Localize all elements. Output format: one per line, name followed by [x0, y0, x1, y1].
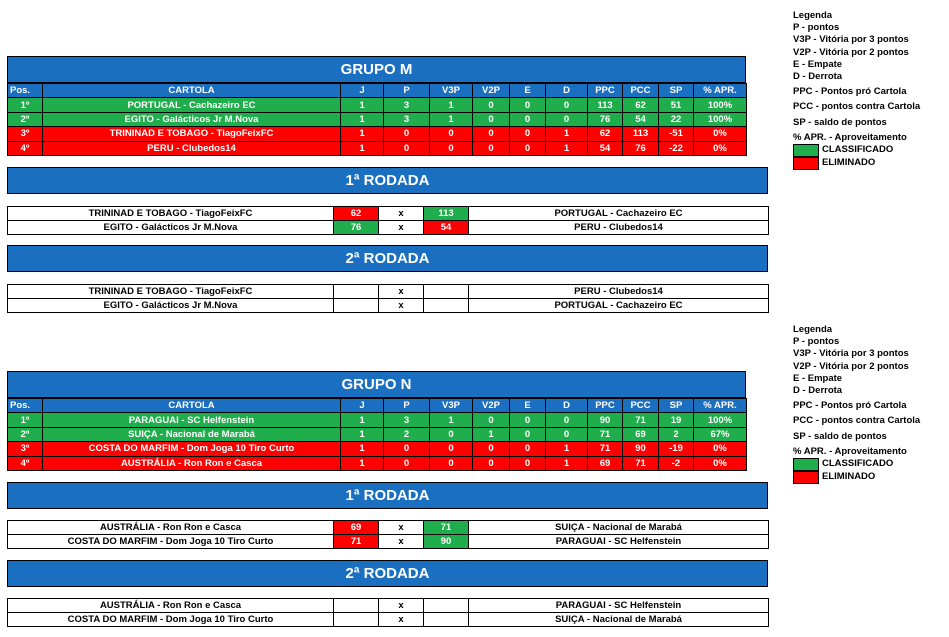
match-row [8, 521, 769, 535]
cell-ppc: 76 [588, 112, 623, 126]
match-away: PERU - Clubedos14 [469, 221, 769, 235]
cell-sp: 2 [659, 427, 694, 441]
cell-e: 0 [510, 127, 546, 141]
header-pcc: PCC [623, 399, 659, 413]
header-p: P [384, 84, 430, 98]
match-away-score [424, 285, 469, 299]
header-j: J [341, 84, 384, 98]
group-title [7, 371, 746, 398]
eliminated-label: ELIMINADO [822, 471, 876, 483]
cell-ppc: 113 [588, 98, 623, 112]
match-home: EGITO - Galácticos Jr M.Nova [8, 299, 334, 313]
cell-team: SUIÇA - Nacional de Marabá [43, 427, 341, 441]
cell-team: COSTA DO MARFIM - Dom Joga 10 Tiro Curto [43, 442, 341, 456]
cell-j: 1 [341, 442, 384, 456]
cell-pcc: 71 [623, 413, 659, 427]
match-row [8, 613, 769, 627]
cell-pcc: 90 [623, 442, 659, 456]
cell-v2p: 0 [473, 442, 510, 456]
cell-v3p: 0 [430, 442, 473, 456]
table-row [8, 98, 747, 112]
cell-pcc: 71 [623, 456, 659, 470]
table-row [8, 442, 747, 456]
round-title [7, 482, 768, 509]
header-apr: % APR. [694, 399, 747, 413]
match-away: SUIÇA - Nacional de Marabá [469, 613, 769, 627]
cell-apr: 0% [694, 442, 747, 456]
cell-team: PERU - Clubedos14 [43, 141, 341, 155]
match-row [8, 207, 769, 221]
cell-p: 0 [384, 456, 430, 470]
match-vs: x [379, 207, 424, 221]
cell-pcc: 62 [623, 98, 659, 112]
cell-ppc: 54 [588, 141, 623, 155]
legend [793, 10, 949, 170]
match-away: PERU - Clubedos14 [469, 285, 769, 299]
cell-d: 1 [546, 442, 588, 456]
legend-classified [793, 458, 949, 471]
match-away: PARAGUAI - SC Helfenstein [469, 599, 769, 613]
match-home-score [334, 285, 379, 299]
cell-ppc: 69 [588, 456, 623, 470]
standings-header [8, 84, 747, 98]
match-home: TRININAD E TOBAGO - TiagoFeixFC [8, 285, 334, 299]
cell-d: 1 [546, 127, 588, 141]
cell-ppc: 90 [588, 413, 623, 427]
legend-item: P - pontos [793, 336, 840, 348]
cell-pos: 2º [8, 427, 43, 441]
match-home-score: 62 [334, 207, 379, 221]
header-ppc: PPC [588, 84, 623, 98]
header-cartola: CARTOLA [43, 399, 341, 413]
match-vs: x [379, 599, 424, 613]
table-row [8, 112, 747, 126]
header-ppc: PPC [588, 399, 623, 413]
match-away: PARAGUAI - SC Helfenstein [469, 535, 769, 549]
cell-j: 1 [341, 413, 384, 427]
cell-pos: 3º [8, 127, 43, 141]
cell-j: 1 [341, 427, 384, 441]
cell-pos: 4º [8, 141, 43, 155]
legend-item: E - Empate [793, 58, 843, 70]
match-away: SUIÇA - Nacional de Marabá [469, 521, 769, 535]
match-away-score: 71 [424, 521, 469, 535]
cell-ppc: 71 [588, 442, 623, 456]
standings-table [7, 83, 747, 156]
match-away-score: 113 [424, 207, 469, 221]
match-row [8, 221, 769, 235]
match-table [7, 520, 769, 549]
cell-v2p: 0 [473, 141, 510, 155]
legend-item: % APR. - Aproveitamento [793, 131, 907, 143]
header-sp: SP [659, 84, 694, 98]
standings-table [7, 398, 747, 471]
round-title [7, 167, 768, 194]
cell-sp: 51 [659, 98, 694, 112]
cell-sp: -19 [659, 442, 694, 456]
group-title [7, 56, 746, 83]
group-title-text: GRUPO M [340, 61, 413, 78]
legend-title: Legenda [793, 324, 833, 335]
legend-item: PPC - Pontos pró Cartola [793, 86, 907, 98]
header-e: E [510, 84, 546, 98]
cell-apr: 100% [694, 98, 747, 112]
cell-team: EGITO - Galácticos Jr M.Nova [43, 112, 341, 126]
cell-v2p: 0 [473, 413, 510, 427]
cell-apr: 100% [694, 413, 747, 427]
match-vs: x [379, 535, 424, 549]
round-title [7, 245, 768, 272]
cell-j: 1 [341, 98, 384, 112]
cell-v3p: 1 [430, 112, 473, 126]
cell-sp: -51 [659, 127, 694, 141]
match-vs: x [379, 299, 424, 313]
match-home: COSTA DO MARFIM - Dom Joga 10 Tiro Curto [8, 535, 334, 549]
cell-pos: 4º [8, 456, 43, 470]
round-title-text: 2ª RODADA [345, 565, 430, 582]
cell-pcc: 76 [623, 141, 659, 155]
cell-e: 0 [510, 98, 546, 112]
cell-e: 0 [510, 112, 546, 126]
legend-item: PCC - pontos contra Cartola [793, 101, 921, 113]
legend-item: SP - saldo de pontos [793, 430, 887, 442]
table-row [8, 427, 747, 441]
match-table [7, 284, 769, 313]
match-home-score: 71 [334, 535, 379, 549]
cell-pos: 1º [8, 413, 43, 427]
header-v2p: V2P [473, 84, 510, 98]
cell-sp: -2 [659, 456, 694, 470]
match-vs: x [379, 613, 424, 627]
cell-team: TRININAD E TOBAGO - TiagoFeixFC [43, 127, 341, 141]
legend-item: V2P - Vitória por 2 pontos [793, 46, 909, 58]
cell-e: 0 [510, 427, 546, 441]
cell-apr: 0% [694, 456, 747, 470]
match-away-score [424, 613, 469, 627]
match-home: AUSTRÁLIA - Ron Ron e Casca [8, 521, 334, 535]
header-sp: SP [659, 399, 694, 413]
match-home-score: 69 [334, 521, 379, 535]
legend [793, 324, 949, 484]
cell-ppc: 62 [588, 127, 623, 141]
cell-j: 1 [341, 141, 384, 155]
table-row [8, 456, 747, 470]
match-table [7, 598, 769, 627]
cell-team: AUSTRÁLIA - Ron Ron e Casca [43, 456, 341, 470]
cell-e: 0 [510, 442, 546, 456]
match-row [8, 535, 769, 549]
cell-sp: -22 [659, 141, 694, 155]
table-row [8, 413, 747, 427]
cell-j: 1 [341, 127, 384, 141]
match-home-score: 76 [334, 221, 379, 235]
match-home: TRININAD E TOBAGO - TiagoFeixFC [8, 207, 334, 221]
match-home-score [334, 613, 379, 627]
legend-item: PPC - Pontos pró Cartola [793, 400, 907, 412]
header-d: D [546, 84, 588, 98]
cell-d: 1 [546, 141, 588, 155]
legend-eliminated [793, 471, 949, 484]
cell-sp: 22 [659, 112, 694, 126]
header-v3p: V3P [430, 399, 473, 413]
match-row [8, 599, 769, 613]
cell-v2p: 0 [473, 98, 510, 112]
cell-pos: 3º [8, 442, 43, 456]
header-v2p: V2P [473, 399, 510, 413]
cell-v3p: 0 [430, 141, 473, 155]
cell-p: 0 [384, 442, 430, 456]
cell-j: 1 [341, 112, 384, 126]
cell-apr: 0% [694, 141, 747, 155]
header-d: D [546, 399, 588, 413]
cell-apr: 0% [694, 127, 747, 141]
cell-d: 0 [546, 112, 588, 126]
eliminated-swatch [793, 157, 819, 170]
table-row [8, 127, 747, 141]
cell-p: 0 [384, 141, 430, 155]
match-home: EGITO - Galácticos Jr M.Nova [8, 221, 334, 235]
cell-p: 3 [384, 98, 430, 112]
legend-item: D - Derrota [793, 71, 843, 83]
match-away-score: 90 [424, 535, 469, 549]
cell-v3p: 0 [430, 427, 473, 441]
cell-apr: 100% [694, 112, 747, 126]
cell-v3p: 1 [430, 413, 473, 427]
cell-pcc: 69 [623, 427, 659, 441]
cell-team: PARAGUAI - SC Helfenstein [43, 413, 341, 427]
cell-v2p: 1 [473, 427, 510, 441]
match-away-score [424, 299, 469, 313]
round-title-text: 1ª RODADA [345, 487, 430, 504]
match-away-score [424, 599, 469, 613]
legend-title: Legenda [793, 10, 833, 21]
match-home: AUSTRÁLIA - Ron Ron e Casca [8, 599, 334, 613]
header-pos: Pos. [8, 399, 43, 413]
cell-d: 1 [546, 456, 588, 470]
header-cartola: CARTOLA [43, 84, 341, 98]
cell-pcc: 113 [623, 127, 659, 141]
header-pcc: PCC [623, 84, 659, 98]
cell-v3p: 0 [430, 456, 473, 470]
cell-v2p: 0 [473, 456, 510, 470]
legend-item: D - Derrota [793, 385, 843, 397]
legend-item: P - pontos [793, 22, 840, 34]
cell-p: 3 [384, 112, 430, 126]
classified-label: CLASSIFICADO [822, 458, 894, 470]
cell-e: 0 [510, 141, 546, 155]
round-title [7, 560, 768, 587]
standings-header [8, 399, 747, 413]
match-home: COSTA DO MARFIM - Dom Joga 10 Tiro Curto [8, 613, 334, 627]
cell-pcc: 54 [623, 112, 659, 126]
match-away: PORTUGAL - Cachazeiro EC [469, 207, 769, 221]
header-v3p: V3P [430, 84, 473, 98]
legend-item: SP - saldo de pontos [793, 116, 887, 128]
cell-team: PORTUGAL - Cachazeiro EC [43, 98, 341, 112]
cell-p: 2 [384, 427, 430, 441]
cell-e: 0 [510, 456, 546, 470]
match-home-score [334, 299, 379, 313]
cell-d: 0 [546, 98, 588, 112]
cell-v3p: 1 [430, 98, 473, 112]
match-table [7, 206, 769, 235]
match-home-score [334, 599, 379, 613]
legend-item: % APR. - Aproveitamento [793, 445, 907, 457]
classified-swatch [793, 144, 819, 157]
header-pos: Pos. [8, 84, 43, 98]
legend-item: V3P - Vitória por 3 pontos [793, 348, 909, 360]
eliminated-swatch [793, 471, 819, 484]
match-vs: x [379, 285, 424, 299]
match-away-score: 54 [424, 221, 469, 235]
header-p: P [384, 399, 430, 413]
cell-v3p: 0 [430, 127, 473, 141]
cell-v2p: 0 [473, 112, 510, 126]
eliminated-label: ELIMINADO [822, 157, 876, 169]
cell-e: 0 [510, 413, 546, 427]
legend-item: E - Empate [793, 372, 843, 384]
classified-swatch [793, 458, 819, 471]
cell-pos: 1º [8, 98, 43, 112]
cell-v2p: 0 [473, 127, 510, 141]
match-vs: x [379, 521, 424, 535]
legend-item: V3P - Vitória por 3 pontos [793, 34, 909, 46]
cell-d: 0 [546, 413, 588, 427]
match-row [8, 285, 769, 299]
round-title-text: 1ª RODADA [345, 172, 430, 189]
match-row [8, 299, 769, 313]
cell-sp: 19 [659, 413, 694, 427]
cell-p: 0 [384, 127, 430, 141]
classified-label: CLASSIFICADO [822, 144, 894, 156]
legend-item: PCC - pontos contra Cartola [793, 415, 921, 427]
cell-d: 0 [546, 427, 588, 441]
table-row [8, 141, 747, 155]
legend-item: V2P - Vitória por 2 pontos [793, 360, 909, 372]
header-e: E [510, 399, 546, 413]
cell-j: 1 [341, 456, 384, 470]
match-vs: x [379, 221, 424, 235]
legend-classified [793, 144, 949, 157]
cell-p: 3 [384, 413, 430, 427]
header-apr: % APR. [694, 84, 747, 98]
cell-pos: 2º [8, 112, 43, 126]
match-away: PORTUGAL - Cachazeiro EC [469, 299, 769, 313]
group-title-text: GRUPO N [341, 376, 412, 393]
cell-apr: 67% [694, 427, 747, 441]
cell-ppc: 71 [588, 427, 623, 441]
round-title-text: 2ª RODADA [345, 250, 430, 267]
header-j: J [341, 399, 384, 413]
legend-eliminated [793, 157, 949, 170]
